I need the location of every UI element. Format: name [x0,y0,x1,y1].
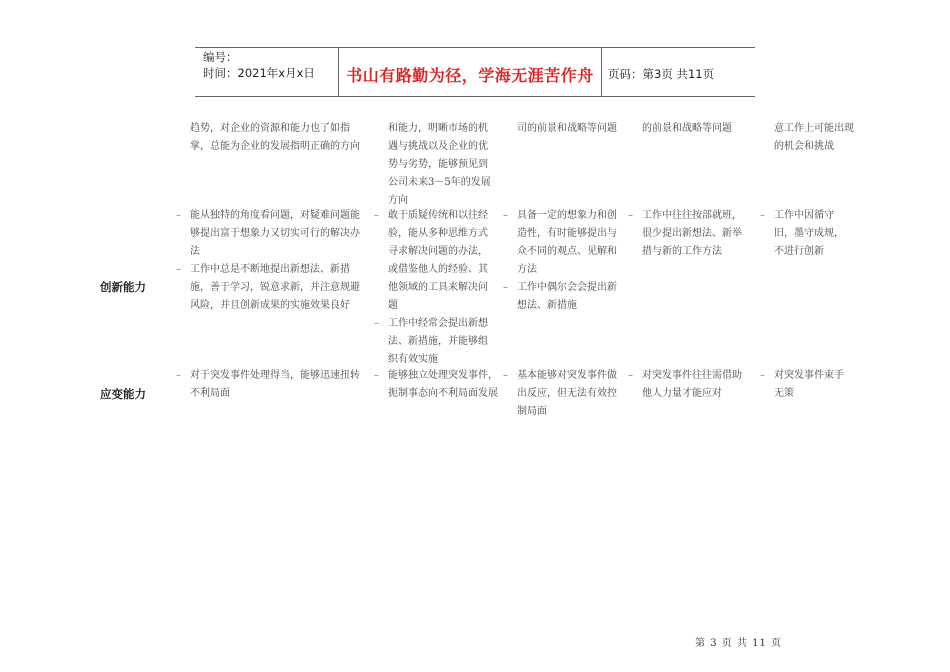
list-item: – 工作中偶尔会会提出新想法、新措施 [503,279,617,315]
list-item: – 对突发事件往往需借助他人力量才能应对 [628,367,750,403]
adapt-cell-1 [176,367,368,403]
list-item: – 对于突发事件处理得当，能够迅速扭转不利局面 [176,367,368,403]
row-label-innovation: 创新能力 [100,280,146,294]
list-item: – 对突发事件束手无策 [760,367,852,403]
row-label-adaptability: 应变能力 [100,387,146,401]
innovation-cell-2 [374,207,494,369]
innovation-cell-4 [628,207,750,261]
adapt-cell-2 [374,367,498,403]
header-meta [203,49,315,81]
innovation-cell-3 [503,207,617,315]
footer-page-number: 第 3 页 共 11 页 [695,638,782,649]
innovation-cell-1 [176,207,368,315]
list-item: – 敢于质疑传统和以往经验，能从多种思维方式寻求解决问题的办法，或借鉴他人的经验、其他领域的工具来解决问题 [374,207,494,315]
header-page-number: 页码：第3页 共11页 [608,67,715,81]
header-border-bottom [195,96,755,97]
list-item: – 基本能够对突发事件做出反应，但无法有效控制局面 [503,367,617,421]
list-item: – 工作中经常会提出新想法、新措施，并能够组织有效实施 [374,315,494,369]
adapt-cell-3 [503,367,617,421]
document-time-label: 时间：2021年x月x日 [203,66,315,80]
header-border-top [195,47,755,48]
innovation-cell-5 [760,207,852,261]
top-cell-1: 趋势，对企业的资源和能力也了如指掌，总能为企业的发展指明正确的方向 [190,123,360,152]
header-motto: 书山有路勤为径，学海无涯苦作舟 [346,66,594,85]
top-cell-4: 的前景和战略等问题 [642,123,732,134]
list-item: – 工作中因循守旧，墨守成规，不进行创新 [760,207,852,261]
adapt-cell-4 [628,367,750,403]
adapt-cell-5 [760,367,852,403]
list-item: – 能够独立处理突发事件，扼制事态向不利局面发展 [374,367,498,403]
list-item: – 工作中总是不断地提出新想法、新措施，善于学习，锐意求新，并注意规避风险，并且创新成果的实施效果良好 [176,261,368,315]
top-cell-3: 司的前景和战略等问题 [517,123,617,134]
list-item: – 能从独特的角度看问题，对疑难问题能够提出富于想象力又切实可行的解决办法 [176,207,368,261]
top-cell-2: 和能力，明晰市场的机遇与挑战以及企业的优势与劣势，能够预见到公司未来3－5年的发展方向 [388,123,491,206]
list-item: – 具备一定的想象力和创造性，有时能够提出与众不同的观点、见解和方法 [503,207,617,279]
document-number-label: 编号： [203,50,238,64]
top-cell-5: 意工作上可能出现的机会和挑战 [774,123,854,152]
header-divider-left [338,47,339,96]
list-item: – 工作中往往按部就班，很少提出新想法、新举措与新的工作方法 [628,207,750,261]
header-divider-right [601,47,602,96]
